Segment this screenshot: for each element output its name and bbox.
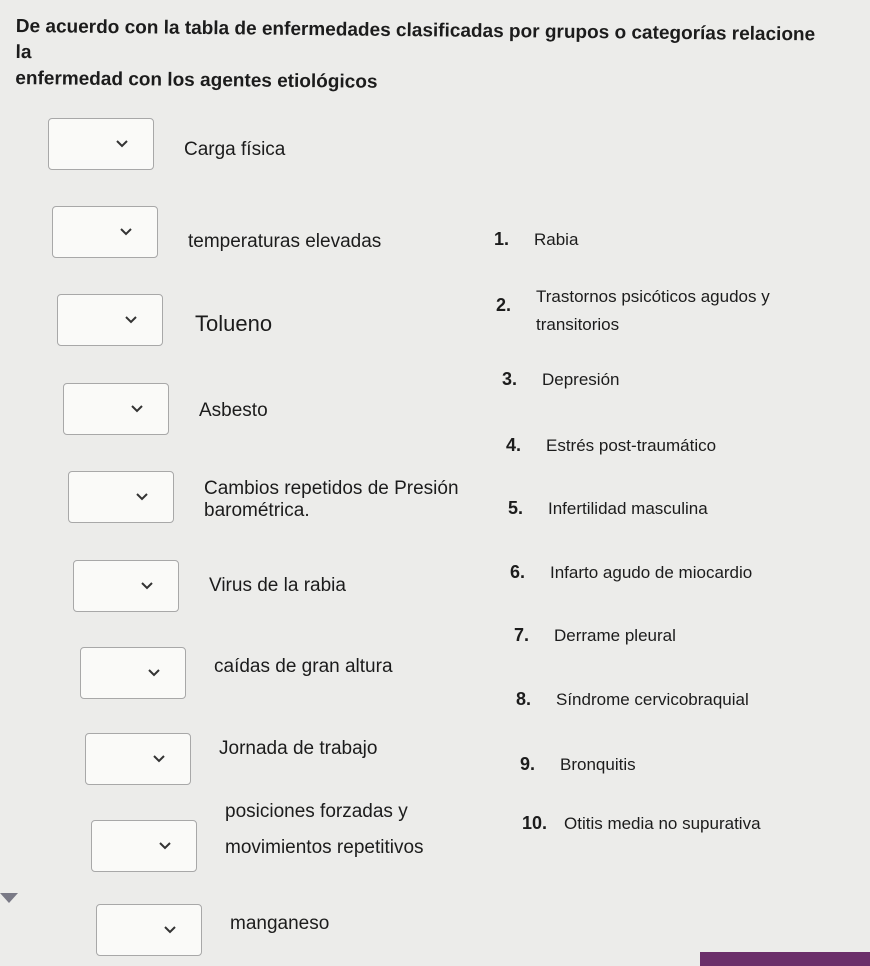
option-text: Bronquitis: [560, 755, 636, 774]
answer-dropdown-3[interactable]: [57, 294, 163, 346]
chevron-down-icon: [163, 923, 177, 937]
option-text: Infertilidad masculina: [548, 499, 708, 518]
option-number: 3.: [502, 369, 518, 389]
answer-dropdown-10[interactable]: [96, 904, 202, 956]
option-text: Estrés post-traumático: [546, 436, 717, 455]
option-6: [510, 561, 752, 584]
instruction-line-1: De acuerdo con la tabla de enfermedades clasificadas por grupos o categorías relacione la: [15, 15, 816, 64]
agent-label-6: Virus de la rabia: [209, 575, 346, 596]
answer-dropdown-6[interactable]: [73, 560, 179, 612]
chevron-down-icon: [135, 490, 149, 504]
option-text: Trastornos psicóticos agudos y: [536, 287, 770, 306]
chevron-down-icon: [147, 666, 161, 680]
option-number: 2.: [496, 295, 512, 315]
triangle-down-icon[interactable]: [0, 893, 18, 903]
option-number: 1.: [494, 229, 510, 249]
option-9: [520, 753, 636, 776]
chevron-down-icon: [152, 752, 166, 766]
option-1: [494, 228, 578, 251]
chevron-down-icon: [140, 579, 154, 593]
option-7: [514, 624, 676, 647]
option-text: Derrame pleural: [554, 626, 676, 645]
answer-dropdown-1[interactable]: [48, 118, 154, 170]
option-5: [508, 497, 708, 520]
option-text: Depresión: [542, 370, 620, 389]
option-number: 6.: [510, 562, 526, 582]
option-text-line-2: transitorios: [536, 315, 620, 334]
option-3: [502, 368, 620, 391]
option-number: 10.: [522, 813, 548, 833]
option-number: 8.: [516, 689, 532, 709]
chevron-down-icon: [115, 137, 129, 151]
chevron-down-icon: [158, 839, 172, 853]
option-number: 4.: [506, 435, 522, 455]
option-text: Síndrome cervicobraquial: [556, 690, 749, 709]
option-text: Rabia: [534, 230, 579, 249]
option-2: [496, 286, 770, 336]
option-text: Infarto agudo de miocardio: [550, 563, 753, 582]
answer-dropdown-4[interactable]: [63, 383, 169, 435]
instruction-line-2: enfermedad con los agentes etiológicos: [15, 67, 378, 93]
chevron-down-icon: [124, 313, 138, 327]
option-10: [522, 812, 761, 835]
agent-label-4: Asbesto: [199, 400, 268, 421]
answer-dropdown-2[interactable]: [52, 206, 158, 258]
agent-label-5-line-2: barométrica.: [204, 500, 310, 521]
option-number: 7.: [514, 625, 530, 645]
answer-dropdown-5[interactable]: [68, 471, 174, 523]
agent-label-1: Carga física: [184, 139, 286, 160]
option-number: 9.: [520, 754, 536, 774]
answer-dropdown-9[interactable]: [91, 820, 197, 872]
agent-label-7: caídas de gran altura: [214, 656, 393, 677]
option-8: [516, 688, 749, 711]
agent-label-9: posiciones forzadas y: [225, 801, 408, 822]
option-text: Otitis media no supurativa: [564, 814, 761, 833]
agent-label-9-line-2: movimientos repetitivos: [225, 837, 424, 858]
taskbar-edge: [700, 952, 870, 966]
answer-dropdown-7[interactable]: [80, 647, 186, 699]
instruction-text: [15, 14, 816, 100]
option-number: 5.: [508, 498, 524, 518]
chevron-down-icon: [119, 225, 133, 239]
agent-label-5: Cambios repetidos de Presión: [204, 478, 459, 499]
option-4: [506, 434, 716, 457]
agent-label-3: Tolueno: [195, 311, 273, 336]
answer-dropdown-8[interactable]: [85, 733, 191, 785]
agent-label-2: temperaturas elevadas: [188, 231, 382, 252]
agent-label-10: manganeso: [230, 913, 330, 934]
chevron-down-icon: [130, 402, 144, 416]
agent-label-8: Jornada de trabajo: [219, 738, 378, 759]
